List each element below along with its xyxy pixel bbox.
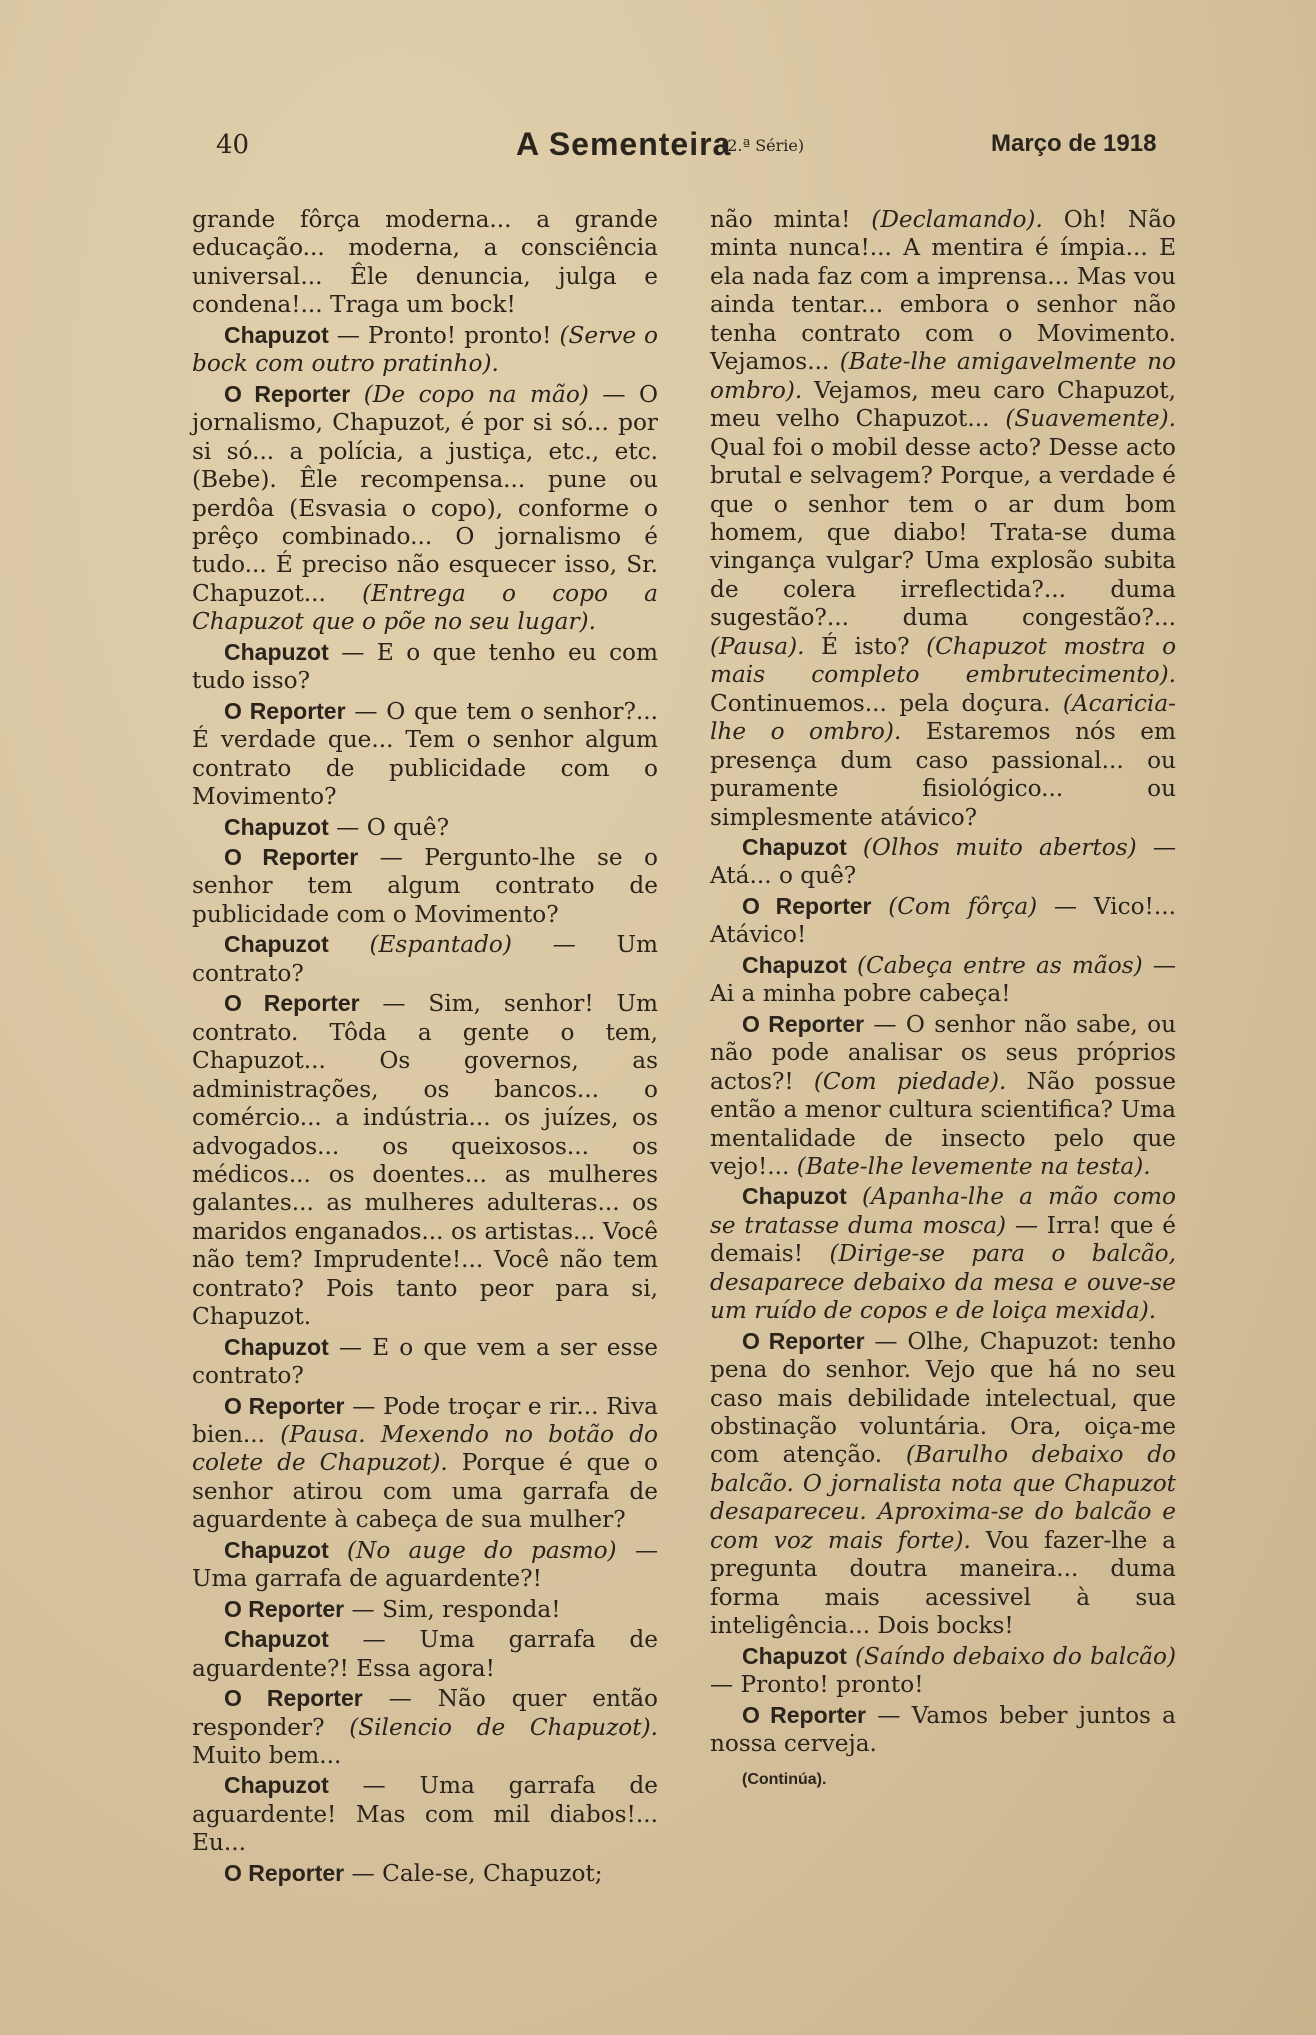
dialogue-text: Oh! Não minta nunca!... A mentira é ímpia... E ela nada faz com a imprensa... Mas vou ainda tentar... embora o senhor não tenha contrato com o Movimento. Vejamos... <box>710 206 1176 376</box>
speaker-name: Chapuzot <box>742 1183 847 1210</box>
dialogue-text: — Cale-se, Chapuzot; <box>351 1859 603 1887</box>
dialogue-paragraph <box>192 321 658 379</box>
stage-direction: (Entrega o copo a Chapuzot que o põe no seu lugar). <box>192 579 658 636</box>
speaker-name: O Reporter <box>742 1327 865 1354</box>
speaker-name: O Reporter <box>742 1701 867 1728</box>
speaker-name: O Reporter <box>224 1859 345 1886</box>
stage-direction: (Barulho debaixo do balcão. O jornalista nota que Chapuzot desapareceu. Aproxima-se do balcão e com voz mais forte). <box>710 1441 1176 1554</box>
speaker-name: Chapuzot <box>224 638 329 665</box>
speaker-name: Chapuzot <box>224 931 329 958</box>
speaker-name: Chapuzot <box>224 1333 329 1360</box>
dialogue-text: — Irra! que é demais! <box>710 1211 1176 1268</box>
speaker-name: O Reporter <box>224 843 359 870</box>
dialogue-text: — Pronto! pronto! <box>710 1671 924 1699</box>
dialogue-paragraph <box>710 951 1176 1009</box>
dialogue-paragraph <box>192 1771 658 1857</box>
stage-direction: (Apanha-lhe a mão como se tratasse duma mosca) <box>710 1183 1176 1239</box>
dialogue-paragraph <box>192 989 658 1331</box>
dialogue-paragraph <box>192 1333 658 1391</box>
dialogue-text: — Sim, responda! <box>351 1595 561 1623</box>
stage-direction: (Olhos muito abertos) <box>862 833 1137 861</box>
stage-direction: (Bate-lhe amigavelmente no ombro). <box>710 348 1176 404</box>
issue-date: Março de 1918 <box>991 130 1157 157</box>
dialogue-paragraph <box>192 206 658 320</box>
dialogue-text: — Vico!... Atávico! <box>710 892 1176 949</box>
dialogue-text: Continuemos... pela doçura. <box>710 689 1051 717</box>
dialogue-text: Vou fazer-lhe a pregunta doutra maneira... duma forma mais acessivel à sua inteligência... Dois bocks! <box>710 1526 1176 1640</box>
page-number: 40 <box>216 130 250 160</box>
speaker-name: O Reporter <box>224 697 346 724</box>
stage-direction: (Com fôrça) <box>888 892 1038 920</box>
dialogue-paragraph <box>710 892 1176 950</box>
page-header <box>216 126 1176 170</box>
dialogue-paragraph <box>710 1642 1176 1700</box>
dialogue-text: — O que tem o senhor?... É verdade que... Tem o senhor algum contrato de publicidade com o Movimento? <box>192 697 658 811</box>
stage-direction: (Acaricia-lhe o ombro). <box>710 689 1177 746</box>
dialogue-text: É isto? <box>821 632 910 660</box>
stage-direction: (Pausa. Mexendo no botão do colete de Chapuzot). <box>192 1421 659 1477</box>
dialogue-text: Estaremos nós em presença dum caso passional... ou puramente fisiológico... ou simplesmente atávico? <box>710 718 1176 831</box>
dialogue-text: Porque é que o senhor atirou com uma garrafa de aguardente à cabeça de sua mulher? <box>192 1449 659 1534</box>
dialogue-text: — O jornalismo, Chapuzot, é por si só... por si só... a polícia, a justiça, etc., etc. (Bebe). Êle recompensa... pune ou perdôa (Esvasia o copo), conforme o prêço combinado... O jornalismo é tudo... É preciso não esquecer isso, Sr. Chapuzot... <box>192 380 659 607</box>
right-column <box>710 206 1176 1796</box>
dialogue-paragraph <box>710 1327 1176 1641</box>
stage-direction: (Com piedade). <box>813 1067 1007 1095</box>
dialogue-text: — Olhe, Chapuzot: tenho pena do senhor. Vejo que há no seu caso mais debilidade intelectual, que obstinação voluntária. Ora, oiça-me com atenção. <box>710 1327 1176 1469</box>
speaker-name: Chapuzot <box>224 1536 329 1563</box>
dialogue-paragraph <box>192 930 658 988</box>
dialogue-paragraph <box>710 1701 1176 1759</box>
dialogue-text: — Ai a minha pobre cabeça! <box>710 951 1176 1008</box>
speaker-name: Chapuzot <box>224 1772 329 1799</box>
dialogue-paragraph <box>192 638 658 696</box>
dialogue-text: não minta! <box>710 206 851 233</box>
speaker-name: Chapuzot <box>224 321 329 348</box>
dialogue-paragraph <box>192 1392 658 1535</box>
stage-direction: (No auge do pasmo) <box>346 1536 617 1564</box>
stage-direction: (Silencio de Chapuzot). <box>349 1713 659 1741</box>
speaker-name: O Reporter <box>224 1595 345 1622</box>
speaker-name: O Reporter <box>224 1392 345 1419</box>
continued-note: (Continúa). <box>742 1771 827 1789</box>
dialogue-paragraph <box>192 1536 658 1594</box>
dialogue-text: — O quê? <box>336 813 450 841</box>
dialogue-paragraph <box>192 1625 658 1683</box>
dialogue-paragraph <box>710 833 1176 891</box>
stage-direction: (Pausa). <box>710 632 805 660</box>
dialogue-text: — Pode troçar e rir... Riva bien... <box>192 1392 659 1449</box>
dialogue-paragraph <box>192 843 658 929</box>
dialogue-text: Muito bem... <box>192 1742 342 1770</box>
speaker-name: Chapuzot <box>742 1642 847 1669</box>
stage-direction: (Espantado) <box>369 931 512 959</box>
dialogue-text: — Uma garrafa de aguardente?! <box>192 1536 658 1593</box>
dialogue-text: — Uma garrafa de aguardente?! Essa agora! <box>192 1626 658 1682</box>
dialogue-paragraph <box>192 380 658 637</box>
speaker-name: Chapuzot <box>224 813 329 840</box>
dialogue-text: — E o que vem a ser esse contrato? <box>192 1333 658 1390</box>
dialogue-text: — Não quer então responder? <box>192 1685 658 1741</box>
dialogue-text: Não possue então a menor cultura scientifica? Uma mentalidade de insecto pelo que vejo!... <box>710 1067 1176 1180</box>
publication-title: A Sementeira <box>516 126 732 162</box>
dialogue-text: — Sim, senhor! Um contrato. Tôda a gente o tem, Chapuzot... Os governos, as administrações, os bancos... o comércio... a indústria... os juízes, os advogados... os queixosos... os médicos... os doentes... as mulheres galantes... as mulheres adulteras... os maridos enganados... os artistas... Você não tem? Imprudente!... Você não tem contrato? Pois tanto peor para si, Chapuzot. <box>192 990 658 1331</box>
stage-direction: (Dirige-se para o balcão, desaparece debaixo da mesa e ouve-se um ruído de copos e de loiça mexida). <box>710 1240 1177 1325</box>
dialogue-text: — Uma garrafa de aguardente! Mas com mil diabos!... Eu... <box>192 1772 658 1857</box>
dialogue-paragraph <box>192 1684 658 1770</box>
stage-direction: (Saíndo debaixo do balcão) <box>855 1642 1176 1670</box>
dialogue-text: — Um contrato? <box>192 931 659 987</box>
dialogue-text: Qual foi o mobil desse acto? Desse acto brutal e selvagem? Porque, a verdade é que o senhor tem o ar dum bom homem, que diabo! Trata-se duma vingança vulgar? Uma explosão subita de colera irreflectida?... duma sugestão?... duma congestão?... <box>710 433 1176 632</box>
dialogue-paragraph <box>710 1010 1176 1182</box>
stage-direction: (Chapuzot mostra o mais completo embrutecimento). <box>710 632 1177 689</box>
dialogue-paragraph <box>710 1182 1176 1325</box>
speaker-name: O Reporter <box>224 380 351 407</box>
dialogue-text: — Vamos beber juntos a nossa cerveja. <box>710 1701 1176 1758</box>
dialogue-text: grande fôrça moderna... a grande educação... moderna, a consciência universal... Êle denuncia, julga e condena!... Traga um bock! <box>192 206 658 319</box>
left-column <box>192 206 658 1889</box>
dialogue-text: — Pergunto-lhe se o senhor tem algum contrato de publicidade com o Movimento? <box>192 843 658 928</box>
dialogue-paragraph <box>192 1595 658 1624</box>
dialogue-text: Vejamos, meu caro Chapuzot, meu velho Chapuzot... <box>710 376 1177 433</box>
stage-direction: (De copo na mão) <box>363 380 589 408</box>
dialogue-paragraph <box>192 1859 658 1888</box>
speaker-name: O Reporter <box>224 1685 363 1712</box>
stage-direction: (Suavemente). <box>1005 405 1176 433</box>
dialogue-paragraph <box>192 813 658 842</box>
speaker-name: O Reporter <box>742 892 872 919</box>
stage-direction: (Cabeça entre as mãos) <box>856 951 1143 979</box>
dialogue-text: — E o que tenho eu com tudo isso? <box>192 638 658 695</box>
speaker-name: Chapuzot <box>224 1626 329 1653</box>
dialogue-paragraph <box>192 697 658 812</box>
dialogue-text: — Atá... o quê? <box>710 833 1177 890</box>
speaker-name: O Reporter <box>224 990 360 1017</box>
speaker-name: Chapuzot <box>742 951 847 978</box>
speaker-name: Chapuzot <box>742 833 847 860</box>
dialogue-text: — O senhor não sabe, ou não pode analisar os seus próprios actos?! <box>710 1010 1177 1095</box>
stage-direction: (Bate-lhe levemente na testa). <box>796 1152 1151 1180</box>
speaker-name: O Reporter <box>742 1010 865 1037</box>
series-label: (2.ª Série) <box>721 136 805 155</box>
stage-direction: (Declamando). <box>871 206 1043 233</box>
dialogue-paragraph <box>710 206 1176 832</box>
stage-direction: (Serve o bock com outro pratinho). <box>192 321 658 378</box>
dialogue-text: — Pronto! pronto! <box>336 321 552 349</box>
